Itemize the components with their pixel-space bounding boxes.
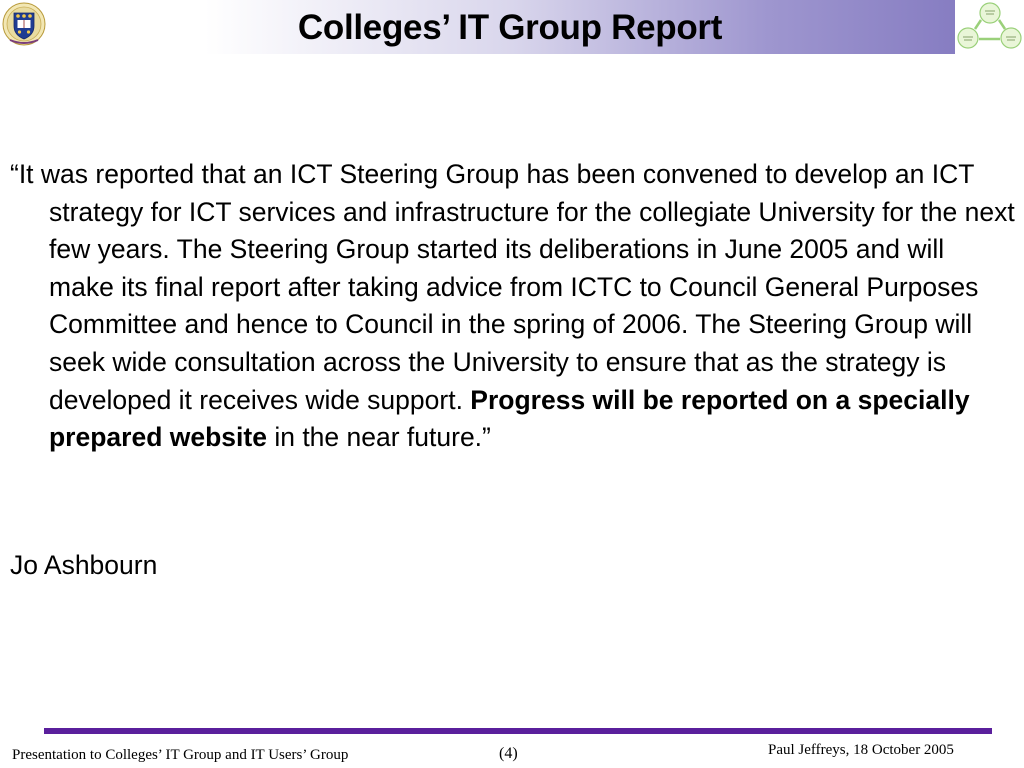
quote-bold-text: Progress will be reported on a specially prepared website — [49, 384, 970, 453]
footer-author-date: Paul Jeffreys, 18 October 2005 — [768, 742, 954, 758]
quote-paragraph — [10, 156, 1015, 457]
strategy-cycle-diagram-icon — [955, 0, 1024, 54]
slide-title: Colleges’ IT Group Report — [297, 8, 723, 47]
quote-author: Jo Ashbourn — [10, 550, 158, 580]
quote-text: “It was reported that an ICT Steering Group has been convened to develop an ICT strategy for ICT services and infrastructure for the collegiate University for the next few years. The Steering Group started its deliberations in June 2005 and will make its final report after taking advice from ICTC to Council General Purposes Committee and hence to Council in the spring of 2006. The Steering Group will seek wide consultation across the University to ensure that as the strategy is developed it receives wide support. — [10, 159, 1015, 415]
quote-text-end: in the near future.” — [266, 422, 491, 453]
page-number: (4) — [499, 745, 518, 762]
university-crest-icon — [2, 2, 46, 46]
footer-rule — [44, 728, 992, 734]
footer-presentation-title: Presentation to Colleges’ IT Group and IT Users’ Group — [12, 747, 349, 763]
